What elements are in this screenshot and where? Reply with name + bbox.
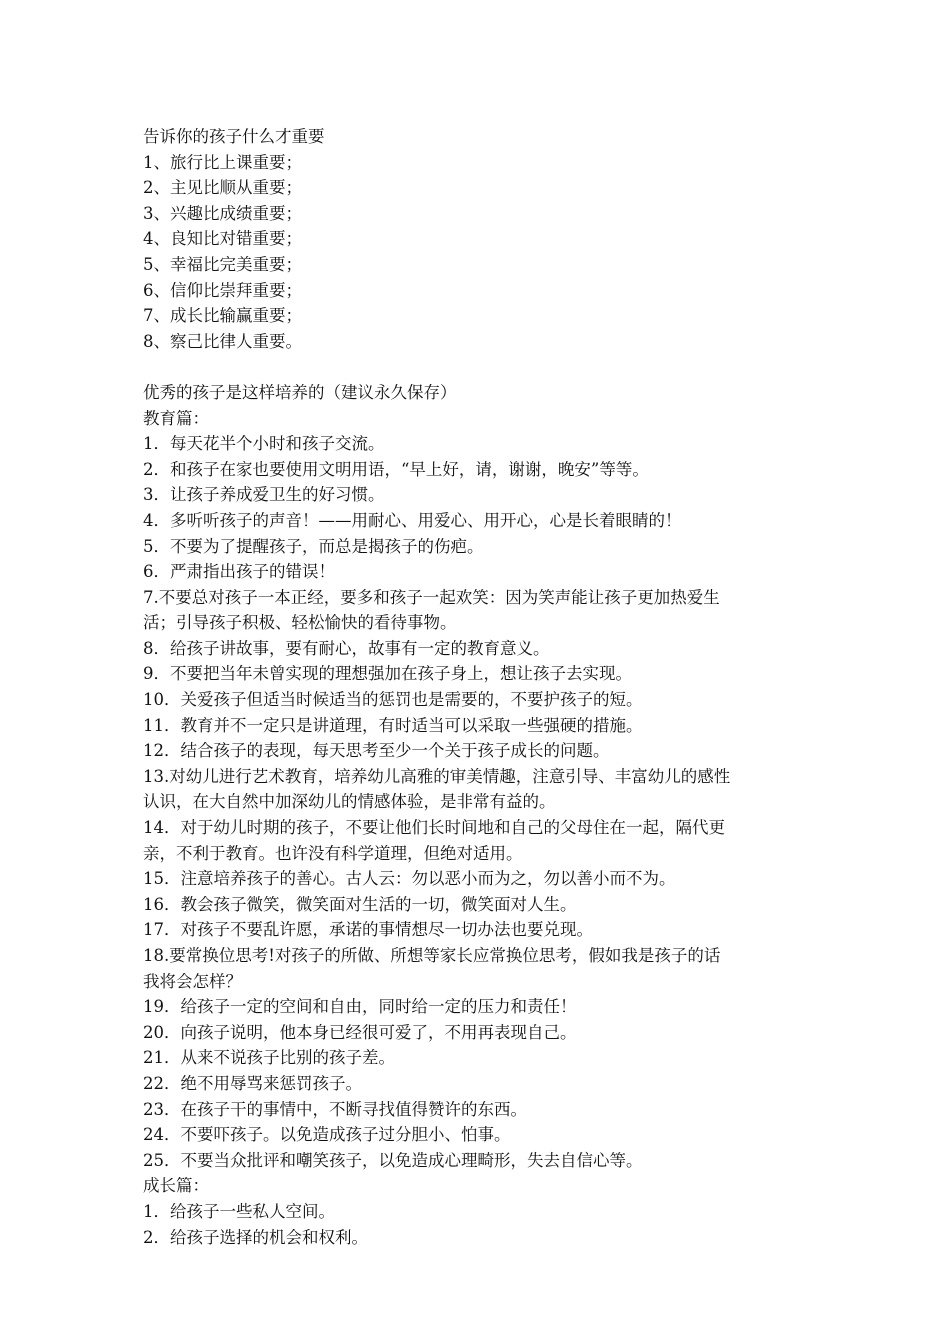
list-item-line: 8．给孩子讲故事，要有耐心，故事有一定的教育意义。 [143, 638, 550, 658]
list-item-line: 9．不要把当年未曾实现的理想强加在孩子身上，想让孩子去实现。 [143, 664, 632, 684]
list-item [143, 1020, 813, 1046]
list-item: 1．给孩子一些私人空间。 [143, 1201, 335, 1221]
list-item-line: 13.对幼儿进行艺术教育，培养幼儿高雅的审美情趣，注意引导、丰富幼儿的感性 [143, 766, 731, 786]
list-item: 4、良知比对错重要； [143, 229, 302, 249]
list-item [143, 585, 813, 636]
list-item [143, 1122, 813, 1148]
list-item [143, 559, 813, 585]
section-title: 优秀的孩子是这样培养的（建议永久保存） [143, 382, 457, 402]
list-item-line: 我将会怎样？ [143, 971, 242, 991]
list-item [143, 457, 813, 483]
subsection-heading: 教育篇： [143, 408, 209, 428]
list-item [143, 943, 813, 994]
list-item: 6、信仰比崇拜重要； [143, 280, 302, 300]
list-item [143, 994, 813, 1020]
list-item: 2、主见比顺从重要； [143, 178, 302, 198]
list-item-line: 12．结合孩子的表现，每天思考至少一个关于孩子成长的问题。 [143, 741, 610, 761]
list-item [143, 687, 813, 713]
list-item-line: 24．不要吓孩子。以免造成孩子过分胆小、怕事。 [143, 1125, 511, 1145]
list-item-line: 10．关爱孩子但适当时候适当的惩罚也是需要的，不要护孩子的短。 [143, 690, 643, 710]
list-item [143, 636, 813, 662]
list-item-line: 23．在孩子干的事情中，不断寻找值得赞许的东西。 [143, 1099, 527, 1119]
list-item [143, 661, 813, 687]
list-item: 2．给孩子选择的机会和权利。 [143, 1227, 368, 1247]
list-item [143, 482, 813, 508]
list-item [143, 1148, 813, 1174]
list-item-line: 21．从来不说孩子比别的孩子差。 [143, 1048, 395, 1068]
list-item-line: 认识，在大自然中加深幼儿的情感体验，是非常有益的。 [143, 792, 556, 812]
list-item: 7、成长比输赢重要； [143, 306, 302, 326]
list-item-line: 11．教育并不一定只是讲道理，有时适当可以采取一些强硬的措施。 [143, 715, 643, 735]
list-item-line: 6．严肃指出孩子的错误！ [143, 562, 335, 582]
list-item-line: 7.不要总对孩子一本正经，要多和孩子一起欢笑：因为笑声能让孩子更加热爱生 [143, 587, 720, 607]
list-item: 8、察己比律人重要。 [143, 331, 302, 351]
growth-list [143, 1199, 813, 1250]
list-item-line: 25．不要当众批评和嘲笑孩子，以免造成心理畸形，失去自信心等。 [143, 1150, 643, 1170]
importance-list [143, 150, 813, 355]
list-item-line: 3．让孩子养成爱卫生的好习惯。 [143, 485, 385, 505]
list-item: 3、兴趣比成绩重要； [143, 203, 302, 223]
list-item-line: 22．绝不用辱骂来惩罚孩子。 [143, 1073, 362, 1093]
list-item-line: 2．和孩子在家也要使用文明用语，“早上好，请，谢谢，晚安”等等。 [143, 459, 649, 479]
list-item-line: 1．每天花半个小时和孩子交流。 [143, 434, 385, 454]
list-item-line: 4．多听听孩子的声音！——用耐心、用爱心、用开心，心是长着眼睛的！ [143, 510, 682, 530]
list-item-line: 17．对孩子不要乱许愿，承诺的事情想尽一切办法也要兑现。 [143, 920, 593, 940]
section-title: 告诉你的孩子什么才重要 [143, 127, 325, 146]
list-item-line: 16．教会孩子微笑，微笑面对生活的一切，微笑面对人生。 [143, 894, 577, 914]
spacer [143, 354, 813, 380]
list-item: 5、幸福比完美重要； [143, 254, 302, 274]
list-item-line: 14．对于幼儿时期的孩子，不要让他们长时间地和自己的父母住在一起，隔代更 [143, 818, 725, 838]
list-item [143, 508, 813, 534]
list-item [143, 917, 813, 943]
list-item [143, 1097, 813, 1123]
list-item-line: 15．注意培养孩子的善心。古人云：勿以恶小而为之，勿以善小而不为。 [143, 869, 676, 889]
list-item [143, 738, 813, 764]
list-item-line: 亲，不利于教育。也许没有科学道理，但绝对适用。 [143, 843, 523, 863]
list-item [143, 431, 813, 457]
list-item-line: 19．给孩子一定的空间和自由，同时给一定的压力和责任！ [143, 997, 577, 1017]
list-item [143, 815, 813, 866]
list-item-line: 20．向孩子说明，他本身已经很可爱了，不用再表现自己。 [143, 1022, 577, 1042]
list-item [143, 534, 813, 560]
subsection-heading: 成长篇： [143, 1176, 209, 1196]
list-item [143, 866, 813, 892]
list-item [143, 1045, 813, 1071]
list-item [143, 892, 813, 918]
list-item-line: 5．不要为了提醒孩子，而总是揭孩子的伤疤。 [143, 536, 484, 556]
education-list [143, 431, 813, 1173]
list-item [143, 713, 813, 739]
document-page [143, 124, 813, 1250]
list-item-line: 18.要常换位思考!对孩子的所做、所想等家长应常换位思考，假如我是孩子的话 [143, 946, 721, 965]
list-item-line: 活；引导孩子积极、轻松愉快的看待事物。 [143, 613, 457, 633]
list-item: 1、旅行比上课重要； [143, 152, 302, 172]
list-item [143, 1071, 813, 1097]
list-item [143, 764, 813, 815]
